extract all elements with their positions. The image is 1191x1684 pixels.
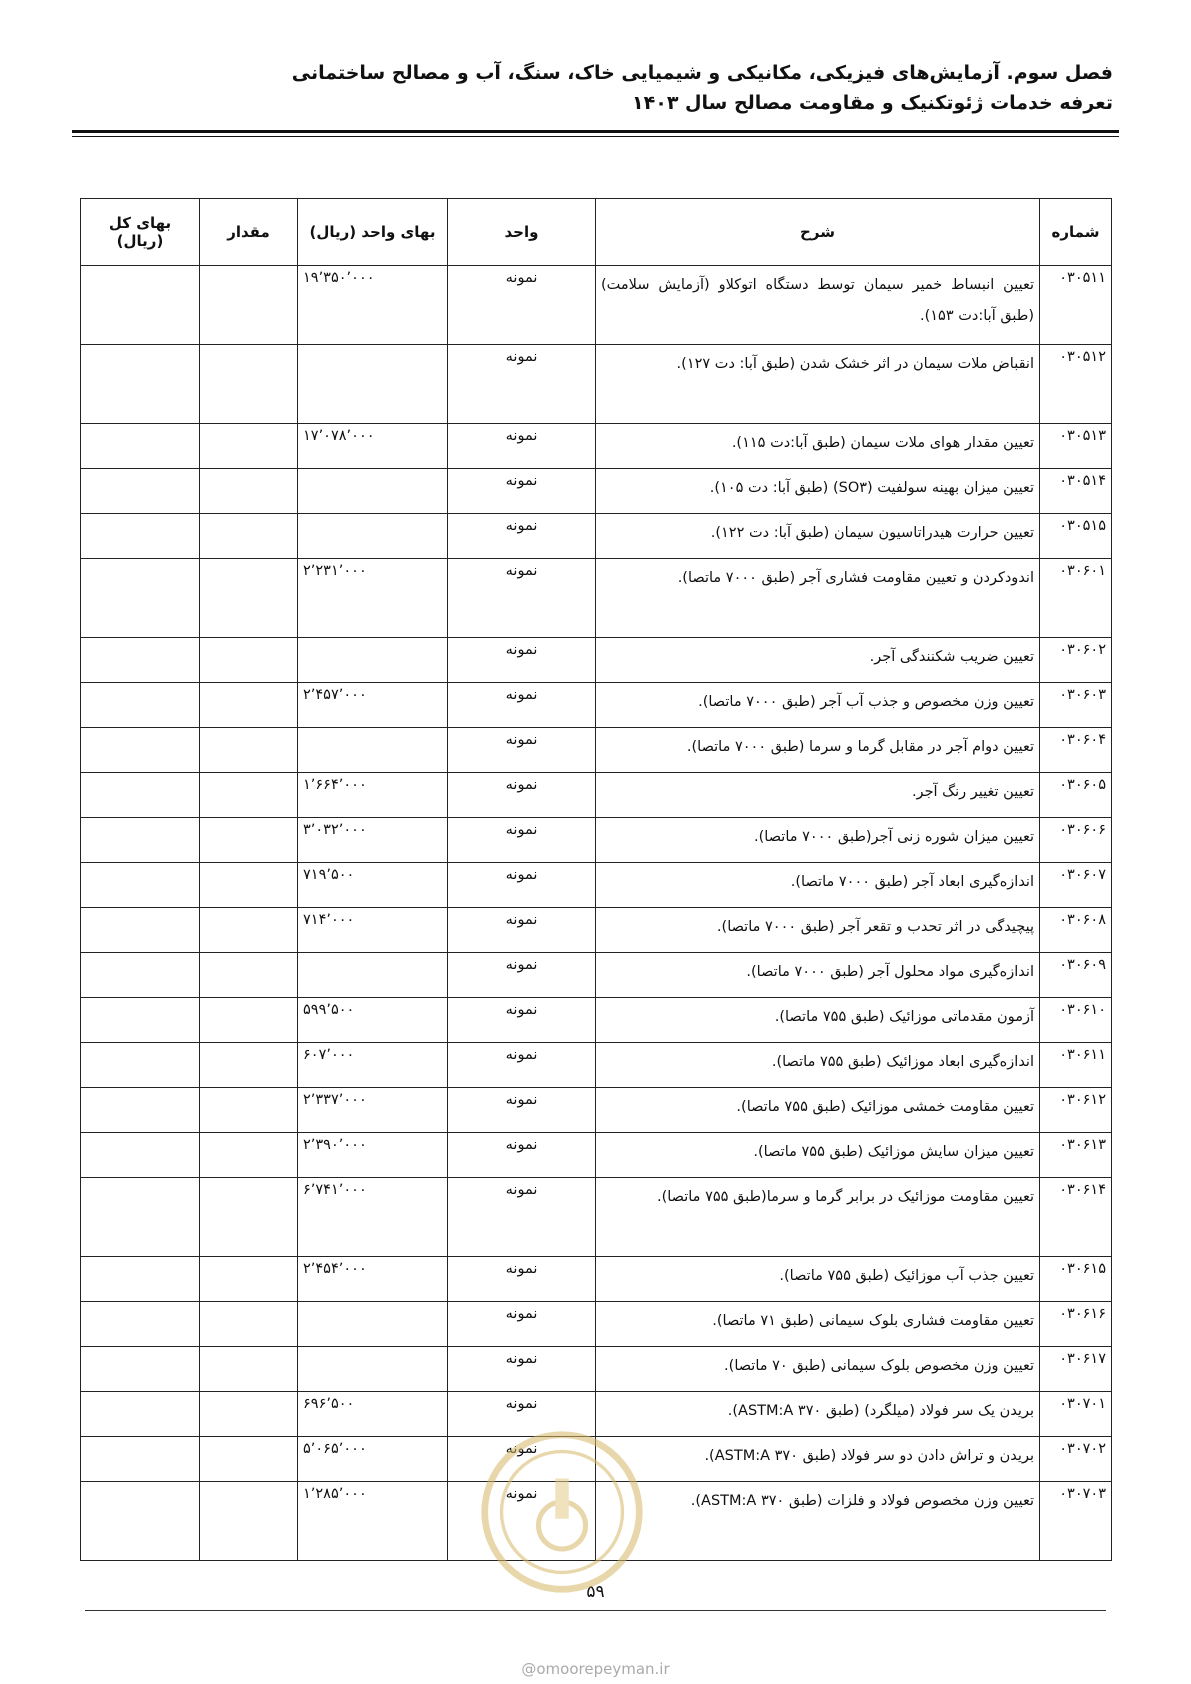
- row-total: [81, 1088, 200, 1133]
- row-unit-price: ۲٬۳۹۰٬۰۰۰: [298, 1133, 448, 1178]
- row-desc: اندازه‌گیری ابعاد موزائیک (طبق ۷۵۵ ماتصا).: [596, 1043, 1040, 1088]
- row-desc: بریدن و تراش دادن دو سر فولاد (طبق ASTM:A ۳۷۰).: [596, 1437, 1040, 1482]
- row-code: ۰۳۰۶۰۹: [1040, 953, 1112, 998]
- row-unit: نمونه: [448, 1347, 596, 1392]
- row-unit: نمونه: [448, 1392, 596, 1437]
- table-row: [81, 638, 1112, 683]
- row-code: ۰۳۰۷۰۳: [1040, 1482, 1112, 1561]
- row-desc: تعیین تغییر رنگ آجر.: [596, 773, 1040, 818]
- row-unit: نمونه: [448, 863, 596, 908]
- header-unit: واحد: [448, 199, 596, 266]
- row-qty: [200, 728, 298, 773]
- row-unit-price: [298, 469, 448, 514]
- row-desc: تعیین انبساط خمیر سیمان توسط دستگاه اتوکلاو (آزمایش سلامت) (طبق آبا:دت ۱۵۳).: [596, 266, 1040, 345]
- table-row: [81, 1088, 1112, 1133]
- tariff-title: تعرفه خدمات ژئوتکنیک و مقاومت مصالح سال ۱۴۰۳: [632, 92, 1113, 114]
- row-desc: اندودکردن و تعیین مقاومت فشاری آجر (طبق ۷۰۰۰ ماتصا).: [596, 559, 1040, 638]
- table-row: [81, 1133, 1112, 1178]
- row-qty: [200, 1257, 298, 1302]
- row-unit: نمونه: [448, 1133, 596, 1178]
- row-qty: [200, 818, 298, 863]
- table-row: [81, 953, 1112, 998]
- row-unit-price: ۲٬۳۳۷٬۰۰۰: [298, 1088, 448, 1133]
- row-unit-price: [298, 345, 448, 424]
- row-unit: نمونه: [448, 559, 596, 638]
- row-unit-price: [298, 638, 448, 683]
- row-code: ۰۳۰۶۰۷: [1040, 863, 1112, 908]
- row-unit-price: ۵٬۰۶۵٬۰۰۰: [298, 1437, 448, 1482]
- row-code: ۰۳۰۶۱۳: [1040, 1133, 1112, 1178]
- row-unit: نمونه: [448, 683, 596, 728]
- row-unit: نمونه: [448, 908, 596, 953]
- row-qty: [200, 1178, 298, 1257]
- row-qty: [200, 1392, 298, 1437]
- row-code: ۰۳۰۵۱۱: [1040, 266, 1112, 345]
- row-desc: تعیین میزان سایش موزائیک (طبق ۷۵۵ ماتصا).: [596, 1133, 1040, 1178]
- row-total: [81, 1178, 200, 1257]
- row-qty: [200, 953, 298, 998]
- header-code: شماره: [1040, 199, 1112, 266]
- row-desc: تعیین ضریب شکنندگی آجر.: [596, 638, 1040, 683]
- row-code: ۰۳۰۶۱۷: [1040, 1347, 1112, 1392]
- row-unit: نمونه: [448, 818, 596, 863]
- row-total: [81, 424, 200, 469]
- row-unit-price: ۲٬۴۵۴٬۰۰۰: [298, 1257, 448, 1302]
- row-unit-price: ۱٬۶۶۴٬۰۰۰: [298, 773, 448, 818]
- row-qty: [200, 1133, 298, 1178]
- row-qty: [200, 1088, 298, 1133]
- row-total: [81, 863, 200, 908]
- row-unit: نمونه: [448, 266, 596, 345]
- row-unit-price: [298, 728, 448, 773]
- header-total: بهای کل (ریال): [81, 199, 200, 266]
- page-header: [78, 58, 1113, 118]
- row-unit: نمونه: [448, 1088, 596, 1133]
- row-qty: [200, 266, 298, 345]
- row-unit-price: ۷۱۴٬۰۰۰: [298, 908, 448, 953]
- row-code: ۰۳۰۶۰۲: [1040, 638, 1112, 683]
- row-code: ۰۳۰۶۱۶: [1040, 1302, 1112, 1347]
- row-qty: [200, 1347, 298, 1392]
- row-total: [81, 345, 200, 424]
- table-row: [81, 559, 1112, 638]
- footer-rule: [85, 1610, 1106, 1611]
- row-unit: نمونه: [448, 469, 596, 514]
- row-unit: نمونه: [448, 638, 596, 683]
- row-total: [81, 953, 200, 998]
- row-unit: نمونه: [448, 1178, 596, 1257]
- table-row: [81, 1043, 1112, 1088]
- row-total: [81, 638, 200, 683]
- header-rule-thin: [72, 136, 1119, 137]
- row-code: ۰۳۰۵۱۴: [1040, 469, 1112, 514]
- watermark-seal-icon: [478, 1428, 646, 1596]
- row-total: [81, 728, 200, 773]
- table-row: [81, 728, 1112, 773]
- row-total: [81, 559, 200, 638]
- row-desc: تعیین مقاومت موزائیک در برابر گرما و سرما(طبق ۷۵۵ ماتصا).: [596, 1178, 1040, 1257]
- table-row: [81, 818, 1112, 863]
- header-desc: شرح: [596, 199, 1040, 266]
- row-desc: تعیین وزن مخصوص فولاد و فلزات (طبق ۳۷۰ ASTM:A).: [596, 1482, 1040, 1561]
- table-row: [81, 424, 1112, 469]
- row-unit: نمونه: [448, 1257, 596, 1302]
- row-code: ۰۳۰۵۱۳: [1040, 424, 1112, 469]
- row-code: ۰۳۰۶۱۵: [1040, 1257, 1112, 1302]
- row-total: [81, 1133, 200, 1178]
- row-total: [81, 1257, 200, 1302]
- row-unit-price: [298, 514, 448, 559]
- table-row: [81, 1347, 1112, 1392]
- table-row: [81, 266, 1112, 345]
- row-desc: تعیین میزان شوره زنی آجر(طبق ۷۰۰۰ ماتصا).: [596, 818, 1040, 863]
- row-unit-price: [298, 953, 448, 998]
- row-desc: تعیین حرارت هیدراتاسیون سیمان (طبق آبا: دت ۱۲۲).: [596, 514, 1040, 559]
- row-desc: انقباض ملات سیمان در اثر خشک شدن (طبق آبا: دت ۱۲۷).: [596, 345, 1040, 424]
- row-code: ۰۳۰۷۰۲: [1040, 1437, 1112, 1482]
- row-unit: نمونه: [448, 728, 596, 773]
- row-unit-price: ۶٬۷۴۱٬۰۰۰: [298, 1178, 448, 1257]
- row-desc: اندازه‌گیری مواد محلول آجر (طبق ۷۰۰۰ ماتصا).: [596, 953, 1040, 998]
- row-code: ۰۳۰۶۱۲: [1040, 1088, 1112, 1133]
- table-row: [81, 1178, 1112, 1257]
- row-qty: [200, 773, 298, 818]
- row-code: ۰۳۰۶۱۱: [1040, 1043, 1112, 1088]
- row-unit-price: ۲٬۴۵۷٬۰۰۰: [298, 683, 448, 728]
- row-unit: نمونه: [448, 773, 596, 818]
- table-row: [81, 469, 1112, 514]
- row-code: ۰۳۰۶۰۵: [1040, 773, 1112, 818]
- row-desc: تعیین میزان بهینه سولفیت (SO۳) (طبق آبا: دت ۱۰۵).: [596, 469, 1040, 514]
- row-unit-price: ۱۹٬۳۵۰٬۰۰۰: [298, 266, 448, 345]
- row-unit: نمونه: [448, 345, 596, 424]
- row-code: ۰۳۰۶۰۴: [1040, 728, 1112, 773]
- row-unit-price: ۳٬۰۳۲٬۰۰۰: [298, 818, 448, 863]
- row-desc: پیچیدگی در اثر تحدب و تقعر آجر (طبق ۷۰۰۰ ماتصا).: [596, 908, 1040, 953]
- row-desc: بریدن یک سر فولاد (میلگرد) (طبق ASTM:A ۳۷۰).: [596, 1392, 1040, 1437]
- row-unit-price: ۱۷٬۰۷۸٬۰۰۰: [298, 424, 448, 469]
- row-unit-price: ۶۰۷٬۰۰۰: [298, 1043, 448, 1088]
- row-total: [81, 1482, 200, 1561]
- tariff-table: [80, 198, 1112, 1561]
- row-code: ۰۳۰۶۰۸: [1040, 908, 1112, 953]
- watermark-site: @omoorepeyman.ir: [521, 1660, 670, 1678]
- header-qty: مقدار: [200, 199, 298, 266]
- row-total: [81, 1347, 200, 1392]
- row-total: [81, 683, 200, 728]
- row-desc: تعیین جذب آب موزائیک (طبق ۷۵۵ ماتصا).: [596, 1257, 1040, 1302]
- row-qty: [200, 638, 298, 683]
- row-qty: [200, 1482, 298, 1561]
- row-desc: تعیین وزن مخصوص بلوک سیمانی (طبق ۷۰ ماتصا).: [596, 1347, 1040, 1392]
- row-total: [81, 908, 200, 953]
- row-total: [81, 1302, 200, 1347]
- header-rule-thick: [72, 130, 1119, 133]
- table-row: [81, 773, 1112, 818]
- row-code: ۰۳۰۶۰۳: [1040, 683, 1112, 728]
- row-unit: نمونه: [448, 1482, 596, 1561]
- row-qty: [200, 1302, 298, 1347]
- row-desc: تعیین مقاومت فشاری بلوک سیمانی (طبق ۷۱ ماتصا).: [596, 1302, 1040, 1347]
- row-code: ۰۳۰۶۱۴: [1040, 1178, 1112, 1257]
- row-unit-price: ۲٬۲۳۱٬۰۰۰: [298, 559, 448, 638]
- row-qty: [200, 345, 298, 424]
- table-row: [81, 683, 1112, 728]
- table-row: [81, 908, 1112, 953]
- row-code: ۰۳۰۷۰۱: [1040, 1392, 1112, 1437]
- table-row: [81, 1257, 1112, 1302]
- row-unit-price: ۶۹۶٬۵۰۰: [298, 1392, 448, 1437]
- row-qty: [200, 424, 298, 469]
- row-total: [81, 469, 200, 514]
- row-unit-price: [298, 1302, 448, 1347]
- row-total: [81, 266, 200, 345]
- row-unit: نمونه: [448, 514, 596, 559]
- row-total: [81, 1043, 200, 1088]
- row-qty: [200, 514, 298, 559]
- table-row: [81, 998, 1112, 1043]
- row-qty: [200, 1437, 298, 1482]
- row-unit: نمونه: [448, 953, 596, 998]
- row-desc: اندازه‌گیری ابعاد آجر (طبق ۷۰۰۰ ماتصا).: [596, 863, 1040, 908]
- row-total: [81, 514, 200, 559]
- table-row: [81, 345, 1112, 424]
- table-header-row: [81, 199, 1112, 266]
- row-code: ۰۳۰۶۰۶: [1040, 818, 1112, 863]
- row-unit-price: ۷۱۹٬۵۰۰: [298, 863, 448, 908]
- row-qty: [200, 863, 298, 908]
- row-total: [81, 1437, 200, 1482]
- row-qty: [200, 683, 298, 728]
- row-total: [81, 1392, 200, 1437]
- row-desc: آزمون مقدماتی موزائیک (طبق ۷۵۵ ماتصا).: [596, 998, 1040, 1043]
- row-qty: [200, 559, 298, 638]
- page-number: ۵۹: [586, 1582, 605, 1602]
- row-desc: تعیین وزن مخصوص و جذب آب آجر (طبق ۷۰۰۰ ماتصا).: [596, 683, 1040, 728]
- row-unit: نمونه: [448, 424, 596, 469]
- row-total: [81, 818, 200, 863]
- table-row: [81, 514, 1112, 559]
- header-unit-price: بهای واحد (ریال): [298, 199, 448, 266]
- row-code: ۰۳۰۵۱۲: [1040, 345, 1112, 424]
- row-qty: [200, 908, 298, 953]
- row-desc: تعیین مقدار هوای ملات سیمان (طبق آبا:دت ۱۱۵).: [596, 424, 1040, 469]
- row-code: ۰۳۰۵۱۵: [1040, 514, 1112, 559]
- row-qty: [200, 998, 298, 1043]
- row-qty: [200, 469, 298, 514]
- row-unit: نمونه: [448, 1437, 596, 1482]
- row-unit-price: ۱٬۲۸۵٬۰۰۰: [298, 1482, 448, 1561]
- chapter-title: فصل سوم. آزمایش‌های فیزیکی، مکانیکی و شیمیایی خاک، سنگ، آب و مصالح ساختمانی: [291, 62, 1113, 84]
- table-row: [81, 863, 1112, 908]
- row-unit-price: ۵۹۹٬۵۰۰: [298, 998, 448, 1043]
- row-unit-price: [298, 1347, 448, 1392]
- row-total: [81, 773, 200, 818]
- row-unit: نمونه: [448, 1043, 596, 1088]
- row-code: ۰۳۰۶۱۰: [1040, 998, 1112, 1043]
- row-code: ۰۳۰۶۰۱: [1040, 559, 1112, 638]
- row-unit: نمونه: [448, 1302, 596, 1347]
- row-unit: نمونه: [448, 998, 596, 1043]
- row-desc: تعیین مقاومت خمشی موزائیک (طبق ۷۵۵ ماتصا).: [596, 1088, 1040, 1133]
- row-total: [81, 998, 200, 1043]
- row-qty: [200, 1043, 298, 1088]
- table-row: [81, 1302, 1112, 1347]
- row-desc: تعیین دوام آجر در مقابل گرما و سرما (طبق ۷۰۰۰ ماتصا).: [596, 728, 1040, 773]
